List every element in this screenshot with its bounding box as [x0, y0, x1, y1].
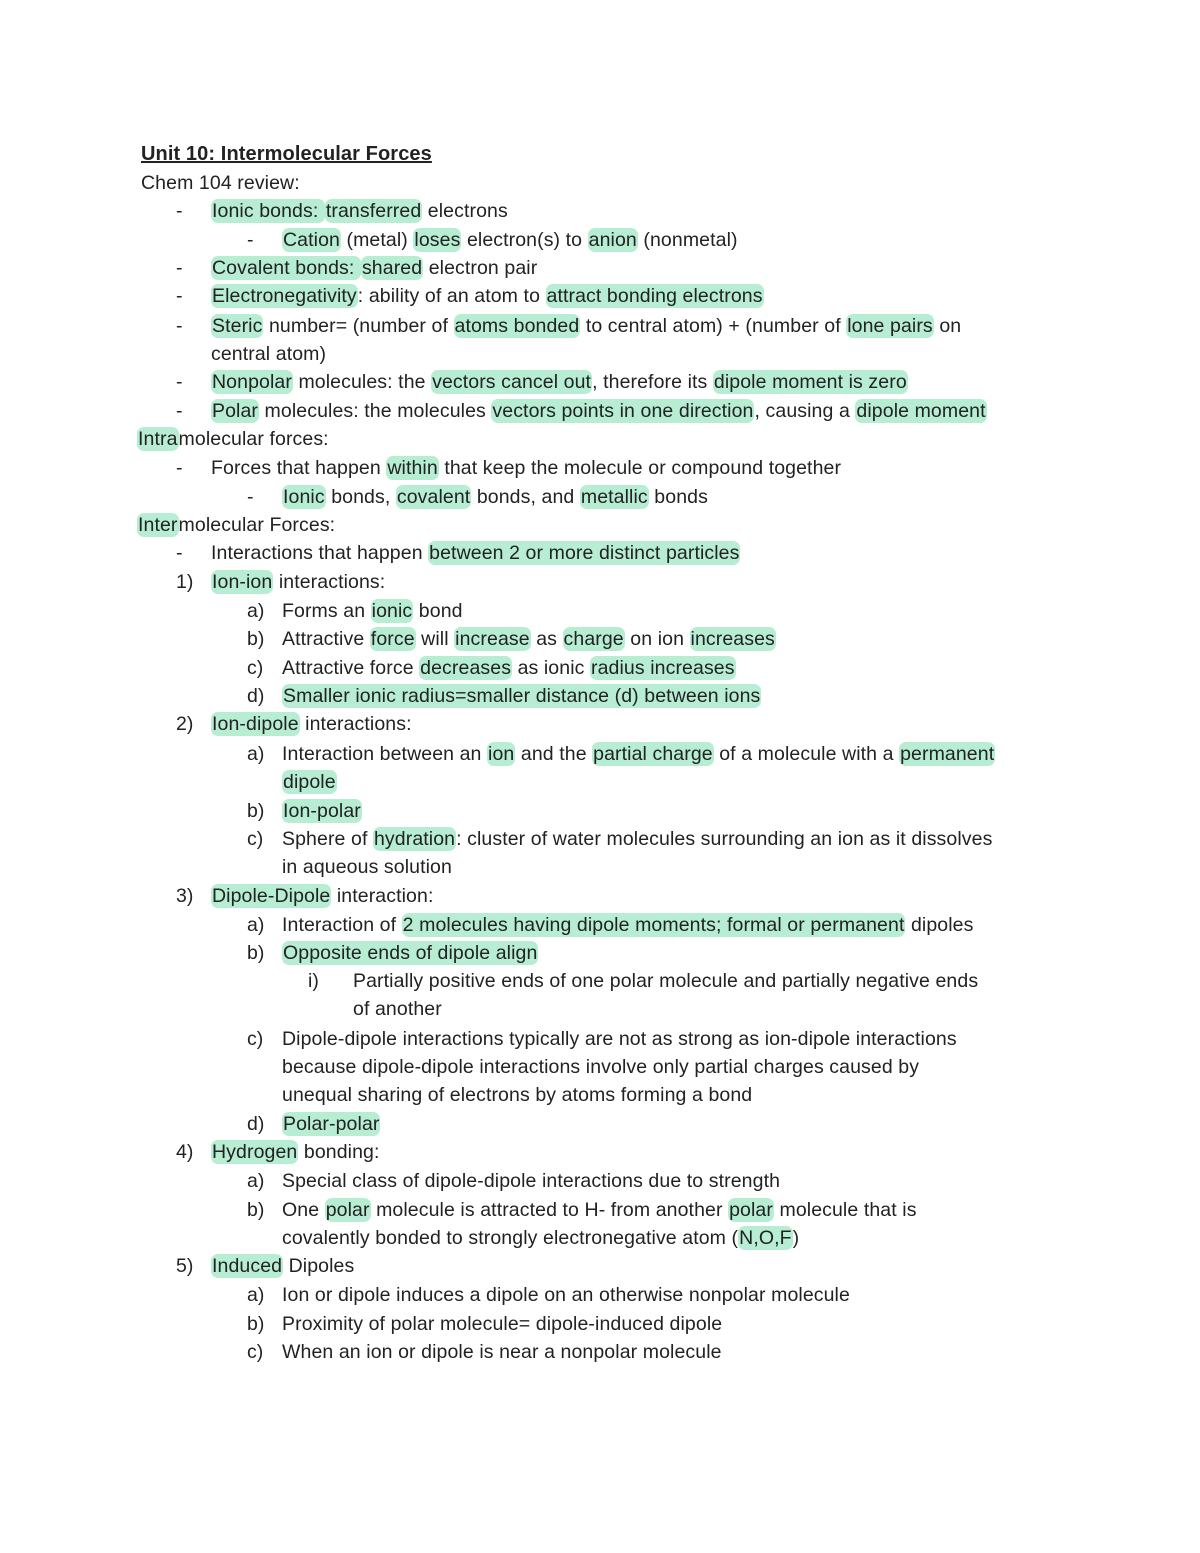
text-line — [282, 911, 973, 939]
text-span: as ionic — [512, 657, 590, 679]
text-span: unequal sharing of electrons by atoms forming a bond — [282, 1084, 753, 1106]
highlighted-text: Intra — [138, 428, 178, 450]
text-span: , therefore its — [592, 371, 713, 393]
highlighted-text: increase — [455, 628, 530, 650]
highlighted-text: ion — [488, 743, 515, 765]
text-line — [353, 967, 978, 995]
text-span: on ion — [624, 628, 690, 650]
text-line — [282, 1338, 722, 1366]
highlighted-text: Ion-ion — [212, 571, 273, 593]
highlighted-text: anion — [588, 229, 637, 251]
text-span: Dipole-dipole interactions typically are not as strong as ion-dipole interactions — [282, 1028, 957, 1050]
text-line — [211, 312, 961, 340]
text-span: central atom) — [211, 343, 327, 365]
text-span: molecules: the — [292, 371, 432, 393]
list-marker: c) — [247, 1028, 264, 1050]
text-span: Ion or dipole induces a dipole on an otherwise nonpolar molecule — [282, 1284, 850, 1306]
text-span: Dipoles — [283, 1255, 355, 1277]
highlighted-text: dipole moment is zero — [713, 371, 907, 393]
highlighted-text: between 2 or more distinct particles — [429, 542, 740, 564]
list-marker: d) — [247, 685, 265, 707]
text-line — [353, 995, 442, 1023]
text-line — [282, 1196, 917, 1224]
highlighted-text: force — [370, 628, 415, 650]
list-marker: - — [247, 486, 254, 508]
text-span: electron pair — [423, 257, 538, 279]
text-span: Interaction of — [282, 914, 402, 936]
highlighted-text: lone pairs — [847, 315, 933, 337]
highlighted-text: vectors cancel out — [432, 371, 592, 393]
text-span: Attractive — [282, 628, 370, 650]
text-span: covalently bonded to strongly electronegative atom ( — [282, 1227, 739, 1249]
text-line — [211, 454, 841, 482]
highlighted-text: Steric — [212, 315, 263, 337]
text-span: because dipole-dipole interactions involve only partial charges caused by — [282, 1056, 920, 1078]
list-marker: a) — [247, 1284, 265, 1306]
text-span: on — [933, 315, 962, 337]
text-span: Interaction between an — [282, 743, 488, 765]
text-line — [211, 710, 412, 738]
text-span: molecule is attracted to H- from another — [370, 1199, 729, 1221]
list-marker: 3) — [176, 885, 194, 907]
text-span: molecules: the molecules — [259, 400, 492, 422]
text-line — [282, 1310, 722, 1338]
text-span: interactions: — [273, 571, 386, 593]
highlighted-text: decreases — [420, 657, 512, 679]
list-marker: - — [176, 542, 183, 564]
highlighted-text: metallic — [580, 486, 648, 508]
list-marker: a) — [247, 600, 265, 622]
highlighted-text: radius increases — [591, 657, 735, 679]
highlighted-text: Smaller ionic radius=smaller distance (d) between ions — [283, 685, 761, 707]
highlighted-text: polar — [325, 1199, 370, 1221]
list-marker: 5) — [176, 1255, 194, 1277]
list-marker: a) — [247, 914, 265, 936]
list-marker: - — [176, 285, 183, 307]
text-span: molecular forces: — [178, 428, 329, 450]
text-span: in aqueous solution — [282, 856, 452, 878]
list-marker: c) — [247, 828, 264, 850]
list-marker: c) — [247, 657, 264, 679]
text-span: (nonmetal) — [637, 229, 738, 251]
text-line — [282, 797, 362, 825]
text-span: that keep the molecule or compound together — [438, 457, 842, 479]
list-marker: b) — [247, 1313, 265, 1335]
list-marker: d) — [247, 1113, 265, 1135]
text-line — [137, 511, 335, 539]
highlighted-text: Induced — [212, 1255, 283, 1277]
highlighted-text: hydration — [373, 828, 456, 850]
text-span: dipoles — [905, 914, 974, 936]
text-line — [282, 226, 738, 254]
text-line — [211, 397, 987, 425]
highlighted-text: attract bonding electrons — [546, 285, 763, 307]
text-line — [211, 1138, 380, 1166]
text-line — [141, 169, 300, 197]
list-marker: b) — [247, 942, 265, 964]
highlighted-text: Cation — [283, 229, 340, 251]
text-span: bonds, and — [471, 486, 580, 508]
text-span: molecule that is — [773, 1199, 917, 1221]
text-line — [282, 1081, 752, 1109]
text-line — [211, 254, 537, 282]
highlighted-text: dipole — [283, 771, 336, 793]
highlighted-text: Polar — [212, 400, 259, 422]
text-span: to central atom) + (number of — [580, 315, 847, 337]
text-span: : cluster of water molecules surrounding an ion as it dissolves — [456, 828, 993, 850]
page-title: Unit 10: Intermolecular Forces — [141, 143, 432, 165]
text-span: Forces that happen — [211, 457, 387, 479]
text-span: of a molecule with a — [713, 743, 900, 765]
highlighted-text: shared — [361, 257, 423, 279]
list-marker: - — [176, 257, 183, 279]
text-line — [282, 1167, 780, 1195]
text-span: One — [282, 1199, 325, 1221]
highlighted-text: permanent — [900, 743, 995, 765]
list-marker: - — [176, 200, 183, 222]
text-span: Special class of dipole-dipole interactions due to strength — [282, 1170, 781, 1192]
text-span: will — [415, 628, 455, 650]
highlighted-text: Ion-polar — [283, 800, 361, 822]
highlighted-text: loses — [414, 229, 461, 251]
list-marker: 1) — [176, 571, 194, 593]
list-marker: - — [247, 229, 254, 251]
text-span: Sphere of — [282, 828, 373, 850]
highlighted-text: Nonpolar — [212, 371, 292, 393]
text-span: electron(s) to — [461, 229, 588, 251]
list-marker: i) — [308, 970, 319, 992]
list-marker: 4) — [176, 1141, 194, 1163]
text-span: Forms an — [282, 600, 371, 622]
list-marker: b) — [247, 628, 265, 650]
highlighted-text: polar — [729, 1199, 773, 1221]
text-line — [211, 197, 508, 225]
text-span: Partially positive ends of one polar molecule and partially negative ends — [353, 970, 979, 992]
text-span: bonds — [648, 486, 708, 508]
highlighted-text: ionic — [371, 600, 413, 622]
highlighted-text: Opposite ends of dipole align — [283, 942, 538, 964]
highlighted-text: Dipole-Dipole — [212, 885, 331, 907]
text-line — [282, 682, 761, 710]
highlighted-text: Ionic bonds: — [212, 200, 324, 222]
highlighted-text: Inter — [138, 514, 178, 536]
text-line — [211, 882, 433, 910]
highlighted-text: Ion-dipole — [212, 713, 299, 735]
list-marker: b) — [247, 800, 265, 822]
text-line — [282, 625, 776, 653]
list-marker: - — [176, 400, 183, 422]
text-line — [282, 597, 463, 625]
highlighted-text: within — [387, 457, 438, 479]
highlighted-text: vectors points in one direction — [492, 400, 754, 422]
text-span: as — [530, 628, 563, 650]
text-span: , causing a — [754, 400, 856, 422]
text-span: Attractive force — [282, 657, 420, 679]
list-marker: a) — [247, 1170, 265, 1192]
text-span: interaction: — [331, 885, 434, 907]
text-line — [211, 340, 326, 368]
text-span: bond — [413, 600, 463, 622]
highlighted-text: Ionic — [283, 486, 325, 508]
text-span: When an ion or dipole is near a nonpolar molecule — [282, 1341, 722, 1363]
text-span: Proximity of polar molecule= dipole-induced dipole — [282, 1313, 723, 1335]
text-span: ) — [792, 1227, 800, 1249]
highlighted-text: Electronegativity — [212, 285, 357, 307]
text-span: interactions: — [299, 713, 412, 735]
text-line — [211, 539, 740, 567]
text-span: molecular Forces: — [178, 514, 336, 536]
text-line — [211, 282, 764, 310]
text-line — [282, 1110, 380, 1138]
text-span: number= (number of — [263, 315, 454, 337]
text-line — [282, 853, 452, 881]
highlighted-text: dipole moment — [856, 400, 986, 422]
highlighted-text: covalent — [396, 486, 471, 508]
text-line — [282, 825, 992, 853]
text-line — [211, 568, 385, 596]
text-span: (metal) — [340, 229, 414, 251]
text-line — [282, 1224, 799, 1252]
list-marker: - — [176, 315, 183, 337]
text-span: of another — [353, 998, 442, 1020]
text-span: Interactions that happen — [211, 542, 429, 564]
highlighted-text: charge — [563, 628, 624, 650]
text-line — [282, 740, 995, 768]
text-span: bonding: — [298, 1141, 380, 1163]
text-line — [282, 1281, 850, 1309]
highlighted-text: increases — [690, 628, 775, 650]
text-line — [282, 768, 337, 796]
text-line — [211, 368, 908, 396]
text-line — [282, 483, 708, 511]
highlighted-text: partial charge — [593, 743, 713, 765]
list-marker: c) — [247, 1341, 264, 1363]
list-marker: b) — [247, 1199, 265, 1221]
text-span: Chem 104 review: — [141, 172, 300, 194]
list-marker: - — [176, 371, 183, 393]
text-line — [282, 939, 538, 967]
text-span: : ability of an atom to — [357, 285, 546, 307]
list-marker: - — [176, 457, 183, 479]
highlighted-text: Polar-polar — [283, 1113, 380, 1135]
highlighted-text: Covalent bonds: — [212, 257, 360, 279]
highlighted-text: transferred — [325, 200, 422, 222]
text-span: electrons — [422, 200, 508, 222]
list-marker: 2) — [176, 713, 194, 735]
text-span: bonds, — [325, 486, 396, 508]
text-line — [211, 1252, 354, 1280]
highlighted-text: 2 molecules having dipole moments; formal or permanent — [402, 914, 905, 936]
text-span: and the — [515, 743, 593, 765]
highlighted-text: atoms bonded — [454, 315, 580, 337]
text-line — [282, 1025, 957, 1053]
highlighted-text: Hydrogen — [212, 1141, 298, 1163]
text-line — [282, 654, 736, 682]
list-marker: a) — [247, 743, 265, 765]
text-line — [137, 425, 329, 453]
text-line — [282, 1053, 919, 1081]
highlighted-text: N,O,F — [739, 1227, 792, 1249]
